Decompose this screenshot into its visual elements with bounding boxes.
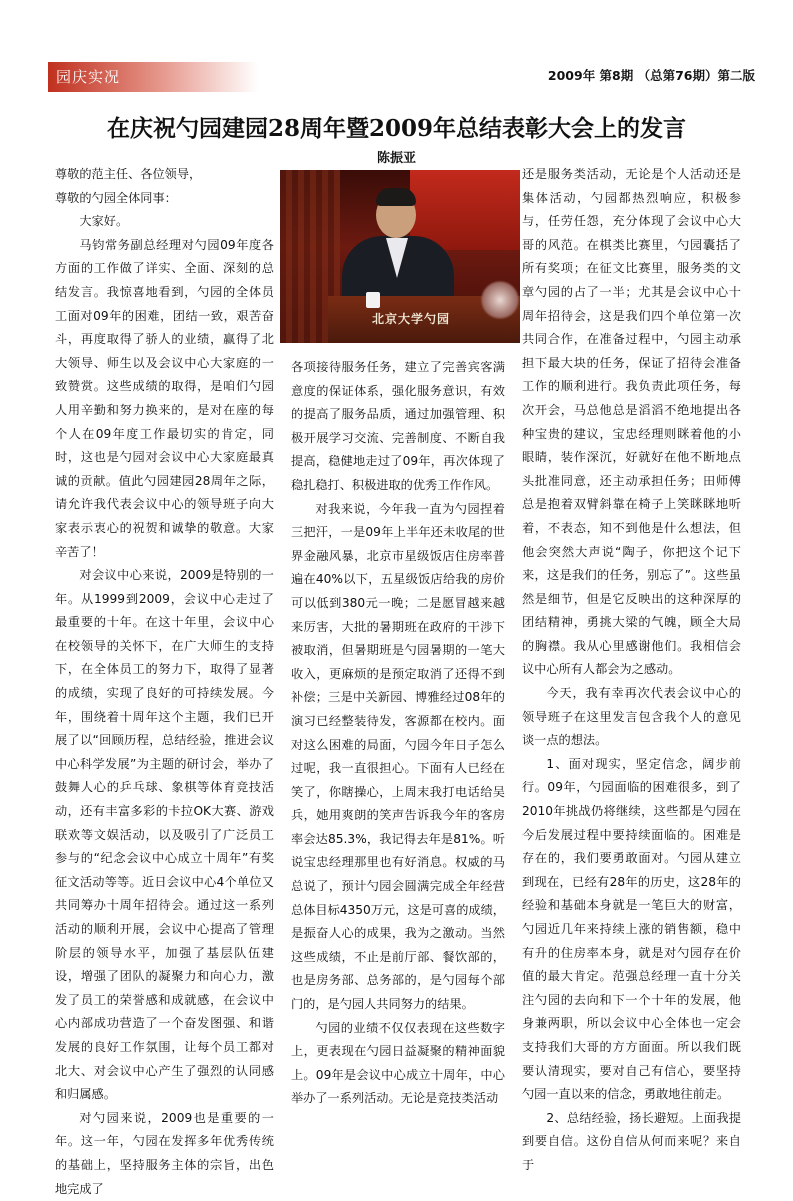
paragraph: 今天，我有幸再次代表会议中心的领导班子在这里发言包含我个人的意见谈一点的想法。 [522,686,741,748]
paragraph: 1、面对现实，坚定信念，阔步前行。09年，勺园面临的困难很多，到了2010年挑战仍将继续，这些都是勺园在今后发展过程中要持续面临的。困难是存在的，我们要勇敢面对。勺园从建立到现在，已经有28年的历史，这28年的经验和基础本身就是一笔巨大的财富，勺园近几年来持续上涨的销售额，稳中有升的住房率本身，就是对勺园存在价值的最大肯定。范强总经理一直十分关注勺园的去向和下一个十年的发展，他身兼两职，所以会议中心全体也一定会支持我们大哥的方方面面。所以我们既要认清现实，要对自己有信心，要坚持勺园一直以来的信念，勇敢地往前走。 [522,756,741,1102]
speaker-photo [280,170,520,343]
paragraph: 对勺园来说，2009也是重要的一年。这一年，勺园在发挥多年优秀传统的基础上，坚持服务主体的宗旨，出色地完成了 [55,1110,274,1196]
text-column-3 [522,163,741,1178]
paragraph: 各项接待服务任务，建立了完善宾客满意度的保证体系，强化服务意识，有效的提高了服务品质，通过加强管理、积极开展学习交流、完善制度、不断自我提高，稳健地走过了09年，再次体现了稳扎稳打、积极进取的优秀工作作风。 [291,360,505,492]
paragraph: 对我来说，今年我一直为勺园捏着三把汗，一是09年上半年还未收尾的世界金融风暴，北京市星级饭店住房率普遍在40%以下，五星级饭店给我的房价可以低到380元一晚；二是愿冒越来越来厉害，大批的暑期班在政府的干涉下被取消，但暑期班是勺园暑期的一笔大收入，更麻烦的是预定取消了还得不到补偿；三是中关新园、博雅经过08年的演习已经整装待发，客源都在校内。面对这么困难的局面，勺园今年日子怎么过呢，我一直很担心。下面有人已经在笑了，你瞎操心，上周末我打电话给吴兵，她用爽朗的笑声告诉我今年的客房率会达85.3%，我记得去年是81%。听说宝忠经理那里也有好消息。权威的马总说了，预计勺园会圆满完成全年经营总体目标4350万元，这是可喜的成绩，是振奋人心的成果，我为之激动。当然这些成绩，不止是前厅部、餐饮部的，也是房务部、总务部的，是勺园每个部门的，是勺园人共同努力的结果。 [291,501,505,1012]
article-author: 陈振亚 [376,151,416,166]
issue-info: 2009年 第8期 （总第76期）第二版 [547,68,755,83]
section-tag [48,62,258,92]
paragraph: 尊敬的范主任、各位领导， [55,167,202,181]
photo-flowers [480,280,520,320]
paragraph: 尊敬的勺园全体同事： [55,190,177,205]
section-label: 园庆实况 [56,68,121,86]
paragraph: 马钧常务副总经理对勺园09年度各方面的工作做了详实、全面、深刻的总结发言。我惊喜地看到，勺园的全体员工面对09年的困难，团结一致，艰苦奋斗，再度取得了骄人的业绩，赢得了北大领导、师生以及会议中心大家庭的一致赞赏。这些成绩的取得，是咱们勺园人用辛勤和努力换来的，是对在座的每个人在09年度工作最切实的肯定，同时，这也是勺园对会议中心大家庭最真诚的贡献。值此勺园建园28周年之际，请允许我代表会议中心的领导班子向大家表示衷心的祝贺和诚挚的敬意。大家辛苦了！ [55,237,274,559]
podium-text: 北京大学勺园 [372,312,451,326]
paragraph: 还是服务类活动，无论是个人活动还是集体活动，勺园都热烈响应，积极参与，任劳任怨，充分体现了会议中心大哥的风范。在棋类比赛里，勺园囊括了所有奖项；在征文比赛里，服务类的文章勺园的占了一半；尤其是会议中心十周年招待会，这是我们四个单位第一次共同合作，在准备过程中，勺园主动承担下最大块的任务，保证了招待会准备工作的顺利进行。我负责此项任务，每次开会，马总他总是滔滔不绝地提出各种宝贵的建议，宝忠经理则眯着他的小眼睛，装作深沉，好就好在他不断地点头批准同意，还主动承担任务；田师傅总是抱着双臂斜靠在椅子上笑眯眯地听着，不表态，知不到他是什么想法，但他会突然大声说“陶子，你把这个记下来，这是我们的任务，别忘了”。这些虽然是细节，但是它反映出的这种深厚的团结精神，勇挑大梁的气魄，顾全大局的胸襟。我从心里感谢他们。我相信会议中心所有人都会为之感动。 [522,167,741,677]
paragraph: 2、总结经验，扬长避短。上面我提到要自信。这份自信从何而来呢？来自于 [522,1110,741,1172]
article-title: 在庆祝勺园建园28周年暨2009年总结表彰大会上的发言 [106,115,687,142]
photo-cup [366,292,380,308]
paragraph: 对会议中心来说，2009是特别的一年。从1999到2009，会议中心走过了最重要的十年。在这十年里，会议中心在校领导的关怀下，在广大师生的支持下，在全体员工的努力下，取得了显著的成绩，实现了良好的可持续发展。今年，围绕着十周年这个主题，我们已开展了以“回顾历程，总结经验，推进会议中心科学发展”为主题的研讨会，举办了鼓舞人心的乒乓球、象棋等体育竞技活动，还有丰富多彩的卡拉OK大赛、游戏联欢等文娱活动，以及吸引了广泛员工参与的“纪念会议中心成立十周年”有奖征文活动等等。近日会议中心4个单位又共同筹办十周年招待会。通过这一系列活动的顺利开展，会议中心提高了管理阶层的领导水平，加强了基层队伍建设，增强了团队的凝聚力和向心力，激发了员工的荣誉感和成就感，在会议中心内部成功营造了一个奋发图强、和谐发展的良好工作氛围，让每个员工都对北大、对会议中心产生了强烈的认同感和归属感。 [55,568,274,1102]
paragraph: 大家好。 [79,214,129,229]
text-column-1 [55,163,274,1201]
text-column-2 [291,356,505,1111]
paragraph: 勺园的业绩不仅仅表现在这些数字上，更表现在勺园日益凝聚的精神面貌上。09年是会议中心成立十周年，中心举办了一系列活动。无论是竞技类活动 [291,1020,505,1106]
photo-speaker-hair [376,188,416,206]
